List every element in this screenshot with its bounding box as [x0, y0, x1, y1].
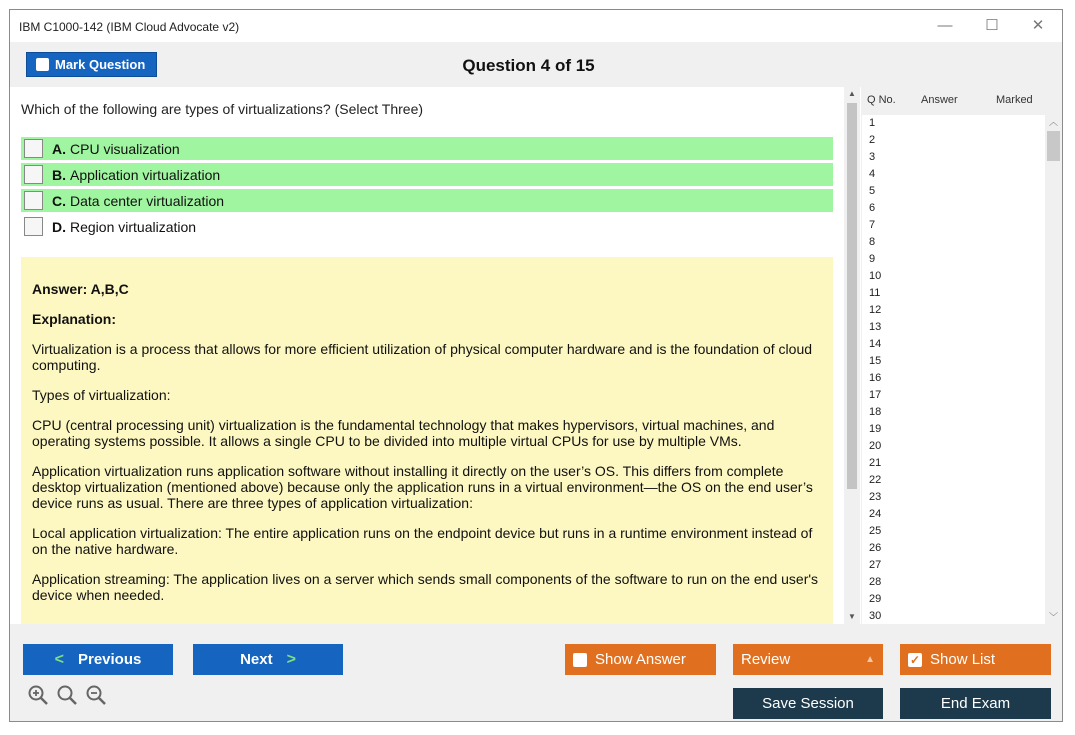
answer-line: Answer: A,B,C — [32, 281, 129, 297]
col-answer: Answer — [921, 94, 958, 106]
question-list-item[interactable]: 4 — [869, 168, 876, 180]
show-list-label: Show List — [930, 651, 996, 668]
scroll-down-icon[interactable]: ﹀ — [1048, 612, 1058, 622]
show-answer-label: Show Answer — [595, 651, 686, 668]
question-list-item[interactable]: 18 — [869, 406, 882, 418]
question-list-item[interactable]: 5 — [869, 185, 876, 197]
zoom-in-icon[interactable] — [27, 684, 49, 712]
question-list-panel — [861, 87, 1062, 624]
minimize-button[interactable]: — — [937, 17, 953, 34]
title-bar — [10, 10, 1062, 42]
show-answer-button[interactable] — [565, 644, 716, 675]
question-list-item[interactable]: 15 — [869, 355, 882, 367]
scroll-down-icon[interactable]: ▼ — [848, 612, 856, 621]
question-list-item[interactable]: 3 — [869, 151, 876, 163]
scroll-thumb[interactable] — [847, 103, 857, 489]
question-pane — [10, 87, 844, 624]
explanation-paragraph: CPU (central processing unit) virtualization is the fundamental technology that makes hypervisors, virtual machines, and operating systems possible. It allows a single CPU to be divided into multiple virtual CPUs for use by multiple VMs. — [32, 417, 775, 449]
checkbox-icon[interactable] — [573, 653, 587, 667]
question-list-item[interactable]: 9 — [869, 253, 876, 265]
question-text: Which of the following are types of virtualizations? (Select Three) — [21, 101, 424, 117]
option-c-checkbox[interactable] — [24, 191, 43, 210]
question-list-item[interactable]: 20 — [869, 440, 882, 452]
previous-button[interactable] — [23, 644, 173, 675]
option-b-checkbox[interactable] — [24, 165, 43, 184]
show-list-button[interactable] — [900, 644, 1051, 675]
save-session-label: Save Session — [762, 695, 854, 712]
next-label: Next — [240, 651, 273, 668]
mark-question-label: Mark Question — [55, 57, 146, 72]
option-text: Application virtualization — [70, 166, 221, 183]
next-button[interactable] — [193, 644, 343, 675]
explanation-paragraph: Local application virtualization: The entire application runs on the endpoint device but runs in a runtime environment instead of on the native hardware. — [32, 525, 813, 557]
chevron-left-icon: < — [54, 650, 64, 668]
option-letter: B. — [52, 166, 66, 183]
explanation-paragraph: Types of virtualization: — [32, 387, 171, 403]
option-text: Data center virtualization — [70, 192, 225, 209]
exam-window — [9, 9, 1063, 722]
checkbox-checked-icon[interactable]: ✓ — [909, 652, 921, 667]
question-list-item[interactable]: 7 — [869, 219, 876, 231]
question-list-item[interactable]: 13 — [869, 321, 882, 333]
question-list-item[interactable]: 24 — [869, 508, 882, 520]
option-b[interactable] — [21, 163, 833, 186]
answer-explanation-panel — [21, 257, 833, 624]
option-letter: D. — [52, 218, 66, 235]
scroll-thumb[interactable] — [1047, 131, 1060, 161]
col-marked: Marked — [996, 94, 1033, 106]
question-list-header — [861, 87, 1062, 113]
option-letter: A. — [52, 140, 66, 157]
option-c[interactable] — [21, 189, 833, 212]
window-title: IBM C1000-142 (IBM Cloud Advocate v2) — [19, 20, 240, 34]
col-qno: Q No. — [867, 94, 896, 106]
question-list-item[interactable]: 22 — [869, 474, 882, 486]
zoom-out-icon[interactable] — [85, 684, 107, 712]
option-text: Region virtualization — [70, 218, 197, 235]
question-list-item[interactable]: 30 — [869, 610, 882, 622]
option-a[interactable] — [21, 137, 833, 160]
explanation-label: Explanation: — [32, 311, 117, 327]
question-list-item[interactable]: 17 — [869, 389, 882, 401]
question-scrollbar[interactable] — [844, 87, 860, 624]
save-session-button[interactable] — [733, 688, 883, 719]
option-d[interactable] — [21, 215, 833, 238]
explanation-paragraph: Application virtualization runs application software without installing it directly on the user’s OS. This differs from complete desktop virtualization (mentioned above) because only the application runs in a virtual environment—the OS on the end user’s device runs as usual. There are three types of application virtualization: — [32, 463, 813, 511]
review-dropdown[interactable] — [733, 644, 883, 675]
question-list-item[interactable]: 23 — [869, 491, 882, 503]
scroll-up-icon[interactable]: ▲ — [848, 89, 856, 98]
scroll-up-icon[interactable]: ︿ — [1048, 117, 1058, 127]
previous-label: Previous — [77, 651, 142, 668]
question-list-item[interactable]: 21 — [869, 457, 882, 469]
maximize-button[interactable]: ☐ — [985, 17, 999, 34]
option-a-checkbox[interactable] — [24, 139, 43, 158]
question-list-item[interactable]: 26 — [869, 542, 882, 554]
end-exam-button[interactable] — [900, 688, 1051, 719]
question-list-item[interactable]: 29 — [869, 593, 882, 605]
question-list-item[interactable]: 12 — [869, 304, 882, 316]
question-list — [862, 115, 1045, 624]
option-d-checkbox[interactable] — [24, 217, 43, 236]
caret-up-icon: ▲ — [865, 654, 875, 665]
question-counter: Question 4 of 15 — [462, 56, 595, 75]
option-letter: C. — [52, 192, 66, 209]
question-list-item[interactable]: 11 — [869, 287, 881, 299]
question-list-scrollbar[interactable] — [1045, 115, 1062, 624]
question-list-item[interactable]: 1 — [869, 117, 876, 129]
question-list-item[interactable]: 10 — [869, 270, 882, 282]
question-list-item[interactable]: 2 — [869, 134, 876, 146]
review-label: Review — [741, 651, 791, 668]
end-exam-label: End Exam — [940, 695, 1011, 712]
footer-toolbar — [10, 624, 1062, 721]
question-list-item[interactable]: 28 — [869, 576, 882, 588]
explanation-paragraph: Virtualization is a process that allows for more efficient utilization of physical computer hardware and is the foundation of cloud computing. — [32, 341, 813, 373]
zoom-reset-icon[interactable] — [56, 684, 78, 712]
question-list-item[interactable]: 19 — [869, 423, 882, 435]
explanation-paragraph: Application streaming: The application lives on a server which sends small components of the software to run on the end user's device when needed. — [32, 571, 819, 603]
question-list-item[interactable]: 6 — [869, 202, 876, 214]
question-list-item[interactable]: 25 — [869, 525, 882, 537]
option-text: CPU visualization — [70, 140, 180, 157]
question-list-item[interactable]: 8 — [869, 236, 876, 248]
close-button[interactable]: ✕ — [1031, 17, 1045, 34]
question-list-item[interactable]: 27 — [869, 559, 882, 571]
chevron-right-icon: > — [286, 650, 296, 668]
question-list-item[interactable]: 14 — [869, 338, 882, 350]
question-list-item[interactable]: 16 — [869, 372, 882, 384]
question-header — [10, 42, 1062, 87]
